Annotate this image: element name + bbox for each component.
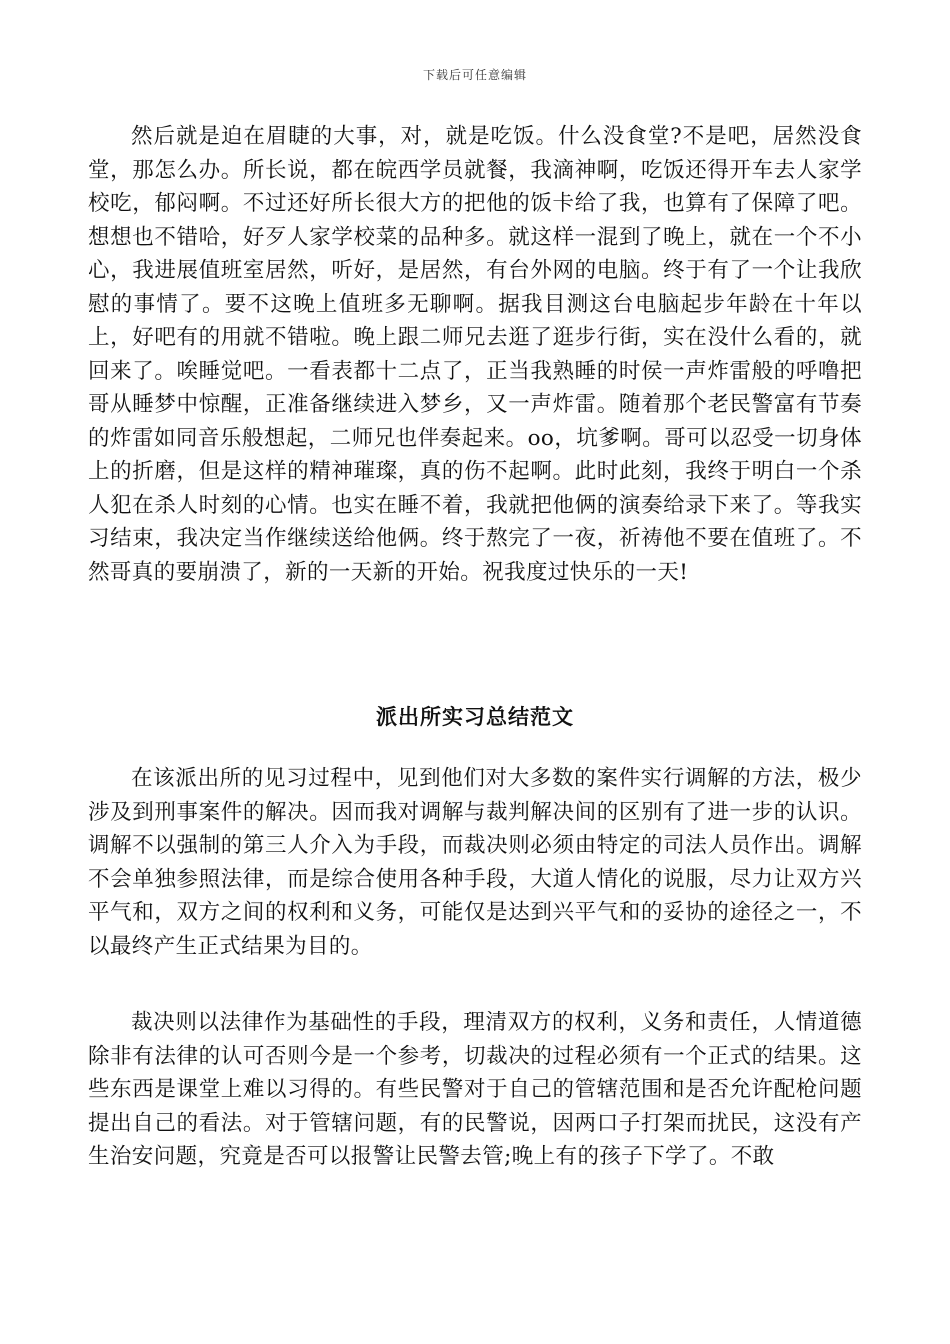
body-paragraph-1: 然后就是迫在眉睫的大事，对，就是吃饭。什么没食堂?不是吧，居然没食堂，那怎么办。所长说，都在皖西学员就餐，我滴神啊，吃饭还得开车去人家学校吃，郁闷啊。不过还好所长很大方的把他的饭卡给了我，也算有了保障了吧。想想也不错哈，好歹人家学校菜的品种多。就这样一混到了晚上，就在一个不小心，我进展值班室居然，听好，是居然，有台外网的电脑。终于有了一个让我欣慰的事情了。要不这晚上值班多无聊啊。据我目测这台电脑起步年龄在十年以上，好吧有的用就不错啦。晚上跟二师兄去逛了逛步行街，实在没什么看的，就回来了。唉睡觉吧。一看表都十二点了，正当我熟睡的时侯一声炸雷般的呼噜把哥从睡梦中惊醒，正准备继续进入梦乡，又一声炸雷。随着那个老民警富有节奏的炸雷如同音乐般想起，二师兄也伴奏起来。oo，坑爹啊。哥可以忍受一切身体上的折磨，但是这样的精神璀璨，真的伤不起啊。此时此刻，我终于明白一个杀人犯在杀人时刻的心情。也实在睡不着，我就把他俩的演奏给录下来了。等我实习结束，我决定当作继续送给他俩。终于熬完了一夜，祈祷他不要在值班了。不然哥真的要崩溃了，新的一天新的开始。祝我度过快乐的一天! [88,124,862,585]
body-paragraph-2: 在该派出所的见习过程中，见到他们对大多数的案件实行调解的方法，极少涉及到刑事案件的解决。因而我对调解与裁判解决间的区别有了进一步的认识。调解不以强制的第三人介入为手段，而裁决则必须由特定的司法人员作出。调解不会单独参照法律，而是综合使用各种手段，大道人情化的说服，尽力让双方兴平气和，双方之间的权利和义务，可能仅是达到兴平气和的妥协的途径之一，不以最终产生正式结果为目的。 [88,766,862,959]
body-paragraph-1-container [88,120,862,589]
section-title: 派出所实习总结范文 [376,704,574,729]
body-paragraph-2-container [88,762,862,963]
body-paragraph-3: 裁决则以法律作为基础性的手段，理清双方的权利，义务和责任，人情道德除非有法律的认可否则今是一个参考，切裁决的过程必须有一个正式的结果。这些东西是课堂上难以习得的。有些民警对于自己的管辖范围和是否允许配枪问题提出自己的看法。对于管辖问题，有的民警说，因两口子打架而扰民，这没有产生治安问题，究竟是否可以报警让民警去管;晚上有的孩子下学了。不敢 [88,1010,862,1169]
page-header: 下载后可任意编辑 [422,68,527,82]
body-paragraph-3-container [88,1006,862,1174]
